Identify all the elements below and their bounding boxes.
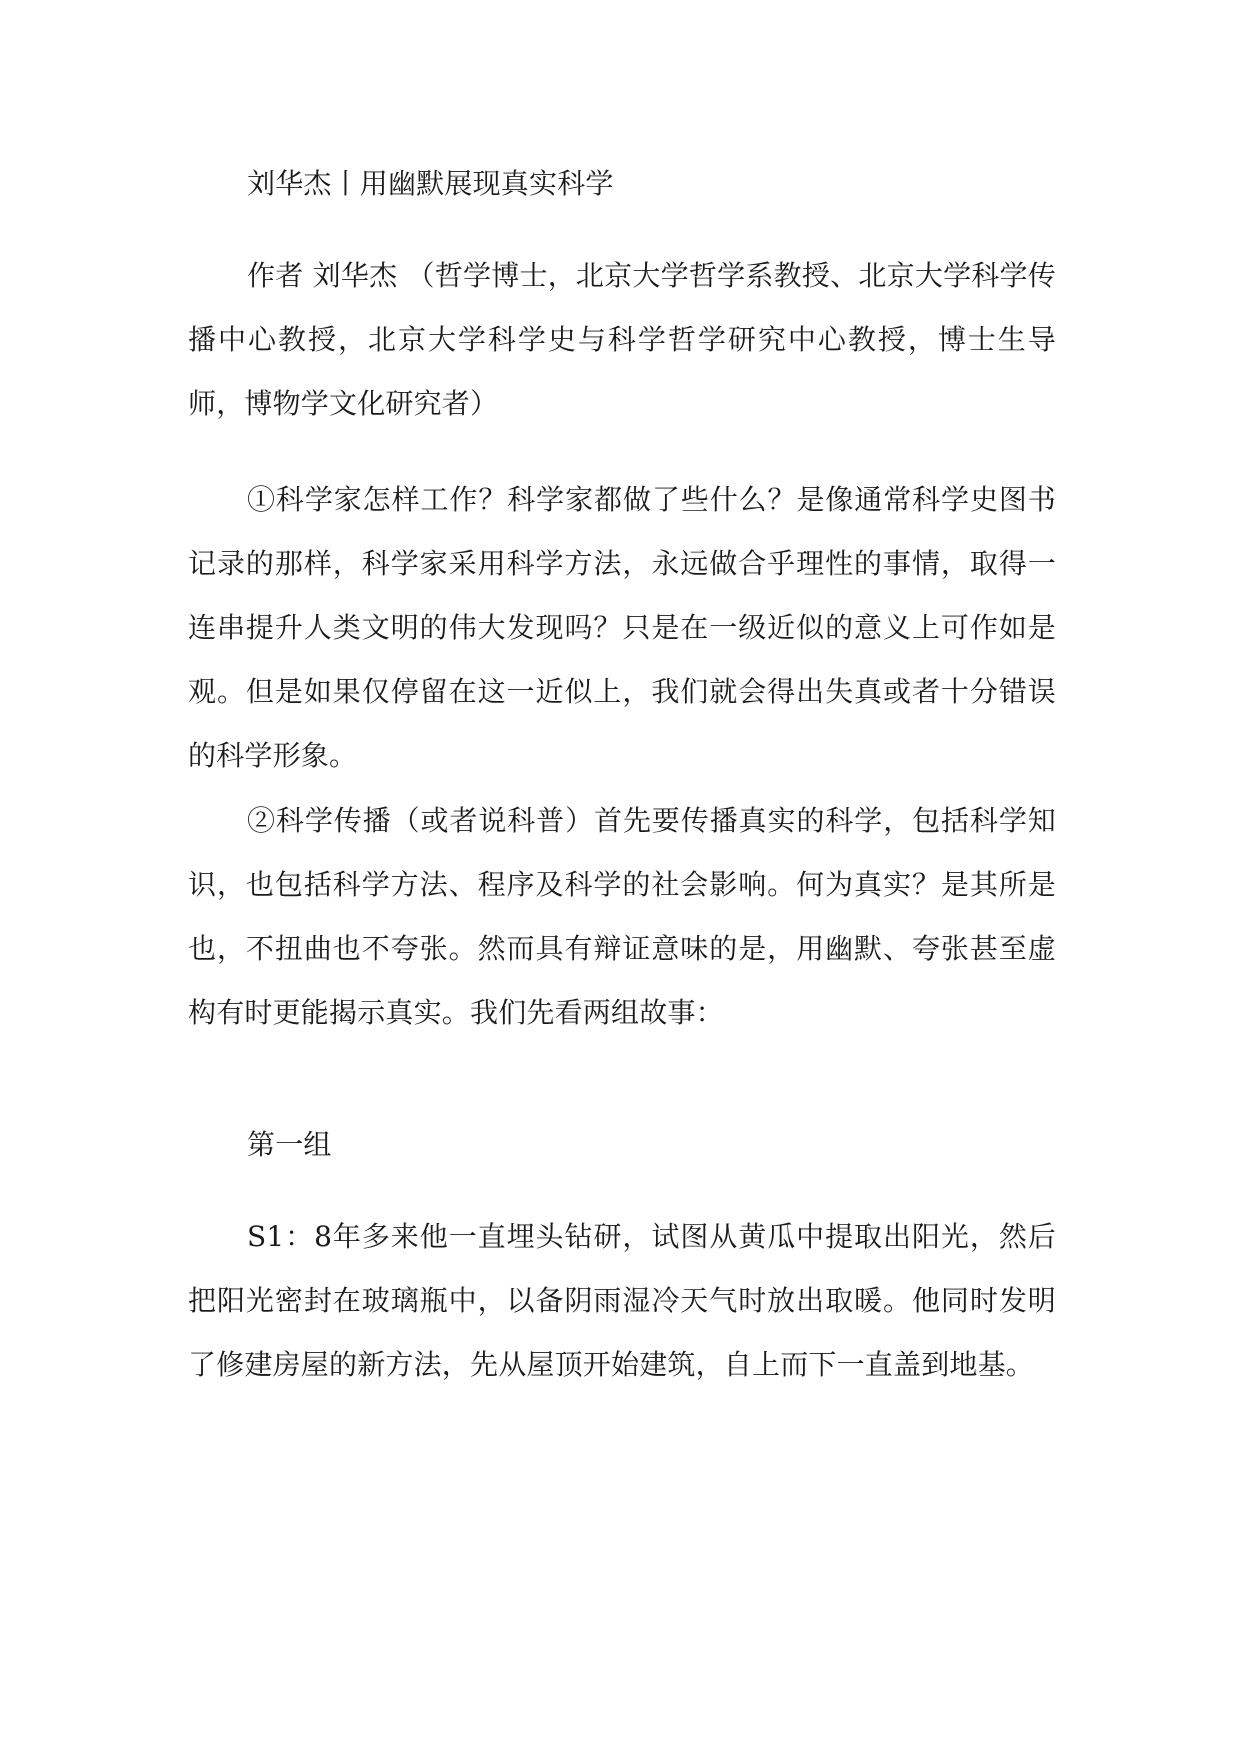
group-heading: 第一组	[247, 1128, 332, 1161]
story-s1: S1：8年多来他一直埋头钻研，试图从黄瓜中提取出阳光，然后把阳光密封在玻璃瓶中，以备阴雨湿冷天气时放出取暖。他同时发明了修建房屋的新方法，先从屋顶开始建筑，自上而下一直盖到地基。	[188, 1220, 1056, 1381]
author-line: 作者 刘华杰 （哲学博士，北京大学哲学系教授、北京大学科学传播中心教授，北京大学科学史与科学哲学研究中心教授，博士生导师，博物学文化研究者）	[188, 259, 1056, 420]
document-title: 刘华杰丨用幽默展现真实科学	[247, 167, 614, 200]
paragraph-2: ②科学传播（或者说科普）首先要传播真实的科学，包括科学知识，也包括科学方法、程序及科学的社会影响。何为真实？是其所是也，不扭曲也不夸张。然而具有辩证意味的是，用幽默、夸张甚至虚构有时更能揭示真实。我们先看两组故事：	[188, 804, 1056, 1029]
paragraph-1: ①科学家怎样工作？科学家都做了些什么？是像通常科学史图书记录的那样，科学家采用科学方法，永远做合乎理性的事情，取得一连串提升人类文明的伟大发现吗？只是在一级近似的意义上可作如是观。但是如果仅停留在这一近似上，我们就会得出失真或者十分错误的科学形象。	[188, 483, 1056, 772]
